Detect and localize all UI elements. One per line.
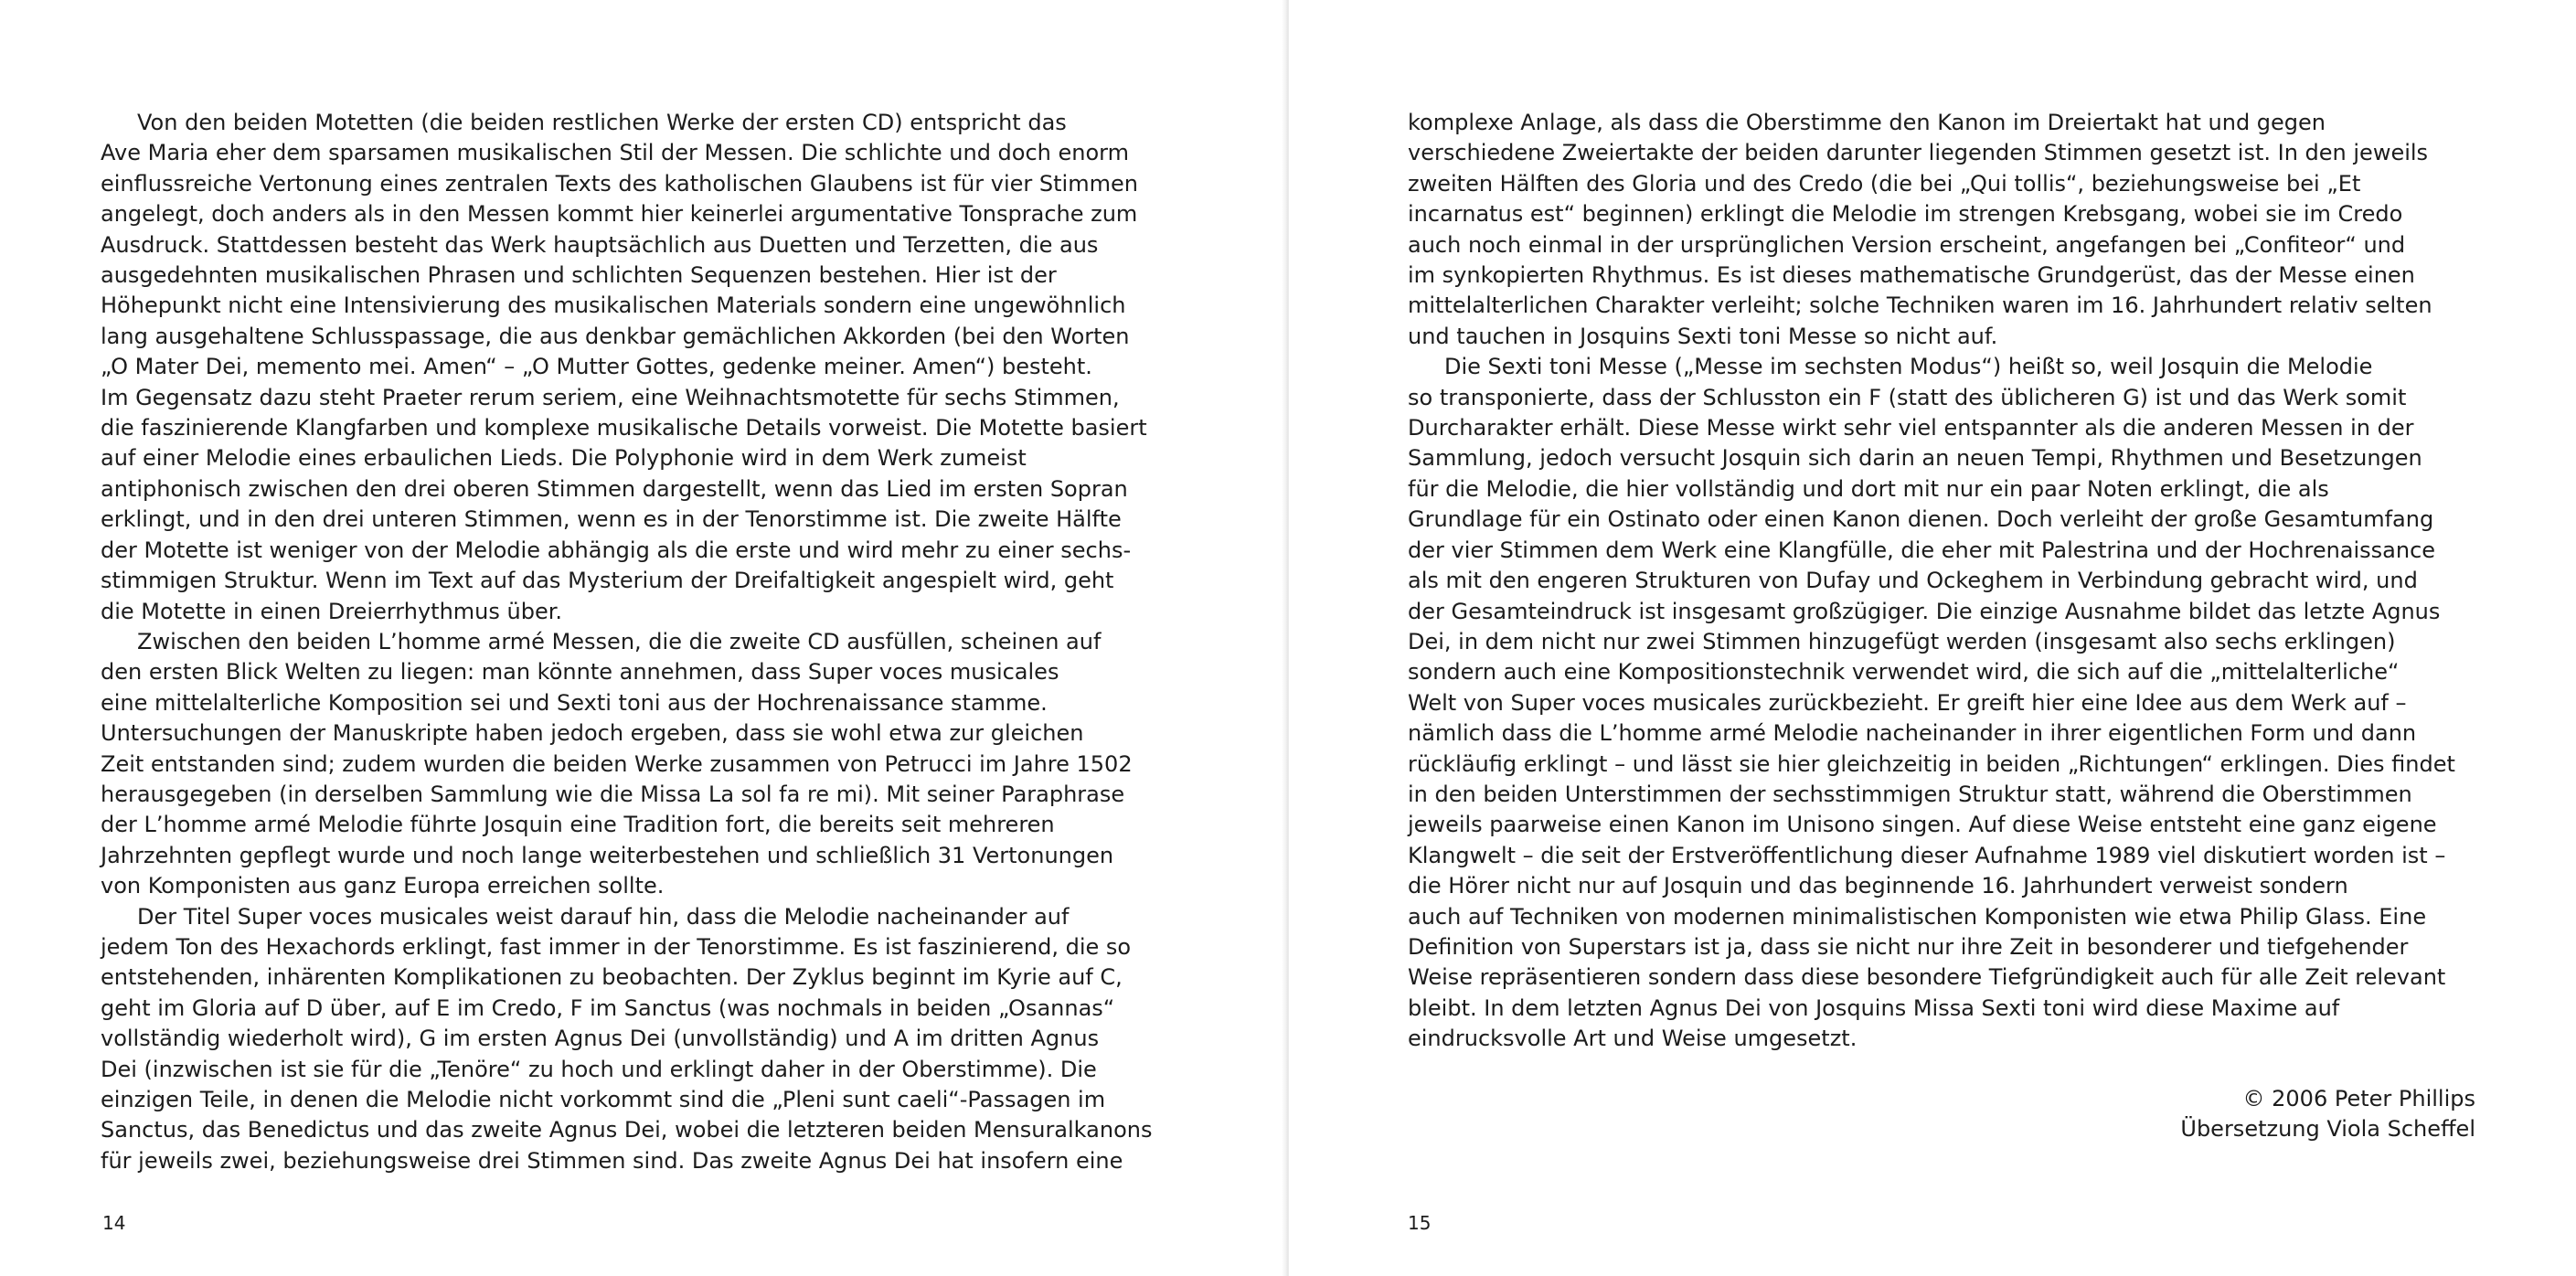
text-line: einflussreiche Vertonung eines zentralen Texts des katholischen Glaubens ist für vier Stimmen [101, 170, 1138, 197]
text-line: Sammlung, jedoch versucht Josquin sich darin an neuen Tempi, Rhythmen und Besetzungen [1408, 445, 2422, 472]
text-line: bleibt. In dem letzten Agnus Dei von Josquins Missa Sexti toni wird diese Maxime auf [1408, 994, 2340, 1021]
text-line: Dei (inzwischen ist sie für die „Tenöre“ zu hoch und erklingt daher in der Oberstimme). Die [101, 1056, 1097, 1082]
text-line: die Motette in einen Dreierrhythmus über. [101, 598, 563, 624]
text-line: Weise repräsentieren sondern dass diese besondere Tiefgründigkeit auch für alle Zeit relevant [1408, 964, 2446, 991]
text-line: jeweils paarweise einen Kanon im Unisono singen. Auf diese Weise entsteht eine ganz eigene [1408, 812, 2437, 838]
text-line: Sanctus, das Benedictus und das zweite Agnus Dei, wobei die letzteren beiden Mensuralkanons [101, 1117, 1153, 1143]
text-line: und tauchen in Josquins Sexti toni Messe so nicht auf. [1408, 323, 1998, 349]
text-line: auch noch einmal in der ursprünglichen Version erscheint, angefangen bei „Confiteor“ und [1408, 231, 2406, 258]
text-line: Untersuchungen der Manuskripte haben jedoch ergeben, dass sie wohl etwa zur gleichen [101, 720, 1084, 747]
text-line: der Motette ist weniger von der Melodie abhängig als die erste und wird mehr zu einer sechs- [101, 537, 1132, 563]
left-page [0, 0, 1285, 1276]
text-line: Welt von Super voces musicales zurückbezieht. Er greift hier eine Idee aus dem Werk auf – [1408, 689, 2407, 716]
paragraph-sexti-toni [1408, 352, 2496, 1054]
text-line: so transponierte, dass der Schlusston ein F (statt des üblicheren G) ist und das Werk somit [1408, 384, 2407, 410]
text-line: Die Sexti toni Messe („Messe im sechsten Modus“) heißt so, weil Josquin die Melodie [1444, 354, 2373, 380]
text-line: zweiten Hälften des Gloria und des Credo (die bei „Qui tollis“, beziehungsweise bei „Et [1408, 170, 2361, 197]
text-line: Im Gegensatz dazu steht Praeter rerum seriem, eine Weihnachtsmotette für sechs Stimmen, [101, 384, 1120, 410]
page-number: 15 [1408, 1212, 1432, 1234]
text-line: verschiedene Zweiertakte der beiden darunter liegenden Stimmen gesetzt ist. In den jeweils [1408, 140, 2429, 166]
right-page [1289, 0, 2576, 1276]
text-line: Ausdruck. Stattdessen besteht das Werk hauptsächlich aus Duetten und Terzetten, die aus [101, 231, 1099, 258]
text-line: erklingt, und in den drei unteren Stimmen, wenn es in der Tenorstimme ist. Die zweite Hälfte [101, 506, 1122, 533]
text-line: Jahrzehnten gepflegt wurde und noch lange weiterbestehen und schließlich 31 Vertonungen [101, 842, 1114, 868]
text-line: im synkopierten Rhythmus. Es ist dieses mathematische Grundgerüst, das der Messe einen [1408, 262, 2415, 289]
text-line: Von den beiden Motetten (die beiden restlichen Werke der ersten CD) entspricht das [137, 110, 1067, 135]
paragraph-super-voces [101, 902, 1179, 1177]
paragraph-motets [101, 108, 1179, 627]
text-line: incarnatus est“ beginnen) erklingt die Melodie im strengen Krebsgang, wobei sie im Credo [1408, 201, 2403, 228]
text-line: antiphonisch zwischen den drei oberen Stimmen dargestellt, wenn das Lied im ersten Sopran [101, 475, 1128, 502]
text-line: mittelalterlichen Charakter verleiht; solche Techniken waren im 16. Jahrhundert relativ selten [1408, 292, 2432, 319]
credits [2180, 1084, 2475, 1145]
paragraph-lhomme-arme [101, 627, 1179, 902]
translator-line: Übersetzung Viola Scheffel [2180, 1116, 2475, 1143]
text-line: auf einer Melodie eines erbaulichen Lieds. Die Polyphonie wird in dem Werk zumeist [101, 445, 1027, 472]
text-line: als mit den engeren Strukturen von Dufay und Ockeghem in Verbindung gebracht wird, und [1408, 568, 2418, 594]
text-line: Höhepunkt nicht eine Intensivierung des musikalischen Materials sondern eine ungewöhnlich [101, 292, 1126, 319]
text-line: einzigen Teile, in denen die Melodie nicht vorkommt sind die „Pleni sunt caeli“-Passagen im [101, 1087, 1106, 1112]
text-line: Klangwelt – die seit der Erstveröffentlichung dieser Aufnahme 1989 viel diskutiert worden ist – [1408, 842, 2446, 868]
text-line: Dei, in dem nicht nur zwei Stimmen hinzugefügt werden (insgesamt also sechs erklingen) [1408, 628, 2396, 654]
text-line: die faszinierende Klangfarben und komplexe musikalische Details vorweist. Die Motette basiert [101, 415, 1147, 441]
text-line: der Gesamteindruck ist insgesamt großzügiger. Die einzige Ausnahme bildet das letzte Agnus [1408, 598, 2441, 624]
text-line: stimmigen Struktur. Wenn im Text auf das Mysterium der Dreifaltigkeit angespielt wird, geht [101, 568, 1114, 594]
text-line: eine mittelalterliche Komposition sei und Sexti toni aus der Hochrenaissance stamme. [101, 689, 1048, 716]
text-line: von Komponisten aus ganz Europa erreichen sollte. [101, 873, 665, 899]
right-text-column [1408, 108, 2496, 1055]
text-line: lang ausgehaltene Schlusspassage, die aus denkbar gemächlichen Akkorden (bei den Worten [101, 323, 1130, 349]
text-line: jedem Ton des Hexachords erklingt, fast immer in der Tenorstimme. Es ist faszinierend, die so [101, 933, 1132, 960]
text-line: Zeit entstanden sind; zudem wurden die beiden Werke zusammen von Petrucci im Jahre 1502 [101, 750, 1133, 777]
text-line: die Hörer nicht nur auf Josquin und das beginnende 16. Jahrhundert verweist sondern [1408, 873, 2348, 899]
text-line: ausgedehnten musikalischen Phrasen und schlichten Sequenzen bestehen. Hier ist der [101, 262, 1057, 289]
text-line: den ersten Blick Welten zu liegen: man könnte annehmen, dass Super voces musicales [101, 659, 1059, 686]
text-line: sondern auch eine Kompositionstechnik verwendet wird, die sich auf die „mittelalterliche“ [1408, 659, 2400, 686]
text-line: Grundlage für ein Ostinato oder einen Kanon dienen. Doch verleiht der große Gesamtumfang [1408, 506, 2434, 533]
text-line: entstehenden, inhärenten Komplikationen zu beobachten. Der Zyklus beginnt im Kyrie auf C, [101, 964, 1123, 991]
text-line: komplexe Anlage, als dass die Oberstimme den Kanon im Dreiertakt hat und gegen [1408, 110, 2326, 135]
text-line: geht im Gloria auf D über, auf E im Credo, F im Sanctus (was nochmals in beiden „Osannas“ [101, 994, 1115, 1021]
text-line: eindrucksvolle Art und Weise umgesetzt. [1408, 1026, 1857, 1052]
text-line: herausgegeben (in derselben Sammlung wie die Missa La sol fa re mi). Mit seiner Paraphrase [101, 781, 1125, 807]
text-line: der vier Stimmen dem Werk eine Klangfülle, die eher mit Palestrina und der Hochrenaissance [1408, 537, 2436, 563]
text-line: auch auf Techniken von modernen minimalistischen Komponisten wie etwa Philip Glass. Eine [1408, 903, 2427, 930]
text-line: Der Titel Super voces musicales weist darauf hin, dass die Melodie nacheinander auf [137, 903, 1070, 930]
text-line: „O Mater Dei, memento mei. Amen“ – „O Mutter Gottes, gedenke meiner. Amen“) besteht. [101, 354, 1092, 380]
text-line: Definition von Superstars ist ja, dass sie nicht nur ihre Zeit in besonderer und tiefgehender [1408, 933, 2409, 960]
text-line: der L’homme armé Melodie führte Josquin eine Tradition fort, die bereits seit mehreren [101, 812, 1055, 838]
text-line: für jeweils zwei, beziehungsweise drei Stimmen sind. Das zweite Agnus Dei hat insofern eine [101, 1147, 1123, 1174]
text-line: in den beiden Unterstimmen der sechsstimmigen Struktur statt, während die Oberstimmen [1408, 781, 2412, 807]
left-text-column [101, 108, 1179, 1176]
text-line: für die Melodie, die hier vollständig und dort mit nur ein paar Noten erklingt, die als [1408, 475, 2329, 502]
copyright-line: © 2006 Peter Phillips [2242, 1086, 2475, 1111]
paragraph-continuation [1408, 108, 2496, 352]
text-line: vollständig wiederholt wird), G im ersten Agnus Dei (unvollständig) und A im dritten Agnus [101, 1026, 1100, 1052]
text-line: rückläufig erklingt – und lässt sie hier gleichzeitig in beiden „Richtungen“ erklingen. Dies findet [1408, 750, 2455, 777]
text-line: angelegt, doch anders als in den Messen kommt hier keinerlei argumentative Tonsprache zum [101, 201, 1138, 228]
page-number: 14 [102, 1212, 126, 1234]
text-line: Durcharakter erhält. Diese Messe wirkt sehr viel entspannter als die anderen Messen in der [1408, 415, 2414, 441]
text-line: Zwischen den beiden L’homme armé Messen, die die zweite CD ausfüllen, scheinen auf [137, 628, 1102, 654]
text-line: nämlich dass die L’homme armé Melodie nacheinander in ihrer eigentlichen Form und dann [1408, 720, 2417, 747]
text-line: Ave Maria eher dem sparsamen musikalischen Stil der Messen. Die schlichte und doch enorm [101, 140, 1129, 166]
